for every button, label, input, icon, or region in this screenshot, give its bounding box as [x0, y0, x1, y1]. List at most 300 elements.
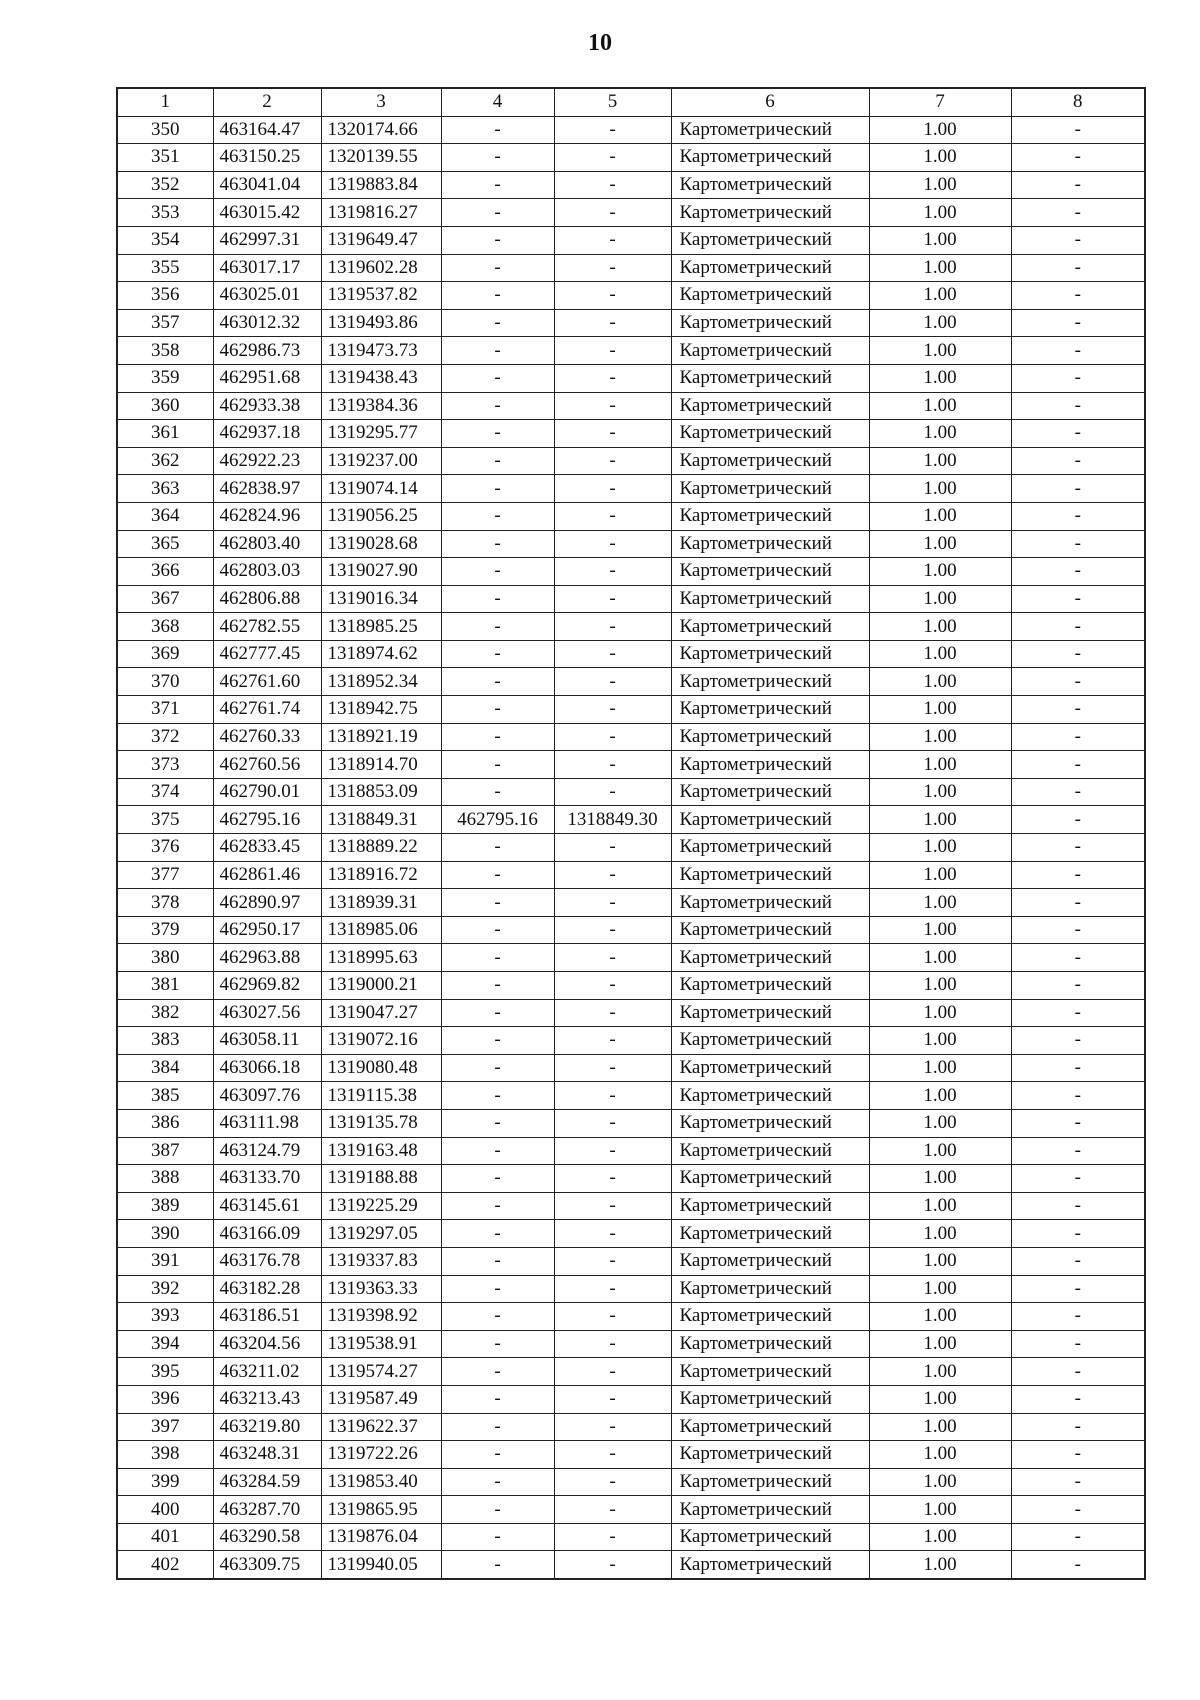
method-cell: Картометрический	[671, 1220, 869, 1248]
method-cell: Картометрический	[671, 1027, 869, 1055]
point-number-cell: 382	[117, 999, 213, 1027]
point-number-cell: 386	[117, 1109, 213, 1137]
method-cell: Картометрический	[671, 309, 869, 337]
point-number-cell: 400	[117, 1496, 213, 1524]
table-row	[117, 1330, 1145, 1358]
note-cell: -	[1011, 1054, 1145, 1082]
note-cell: -	[1011, 1192, 1145, 1220]
table-row	[117, 420, 1145, 448]
method-cell: Картометрический	[671, 1496, 869, 1524]
x-coordinate-cell: 463164.47	[213, 116, 321, 144]
y-alt-coordinate-cell: -	[554, 530, 671, 558]
method-cell: Картометрический	[671, 1523, 869, 1551]
x-coordinate-cell: 462937.18	[213, 420, 321, 448]
method-cell: Картометрический	[671, 861, 869, 889]
y-alt-coordinate-cell: -	[554, 834, 671, 862]
note-cell: -	[1011, 778, 1145, 806]
method-cell: Картометрический	[671, 1247, 869, 1275]
method-cell: Картометрический	[671, 1109, 869, 1137]
accuracy-cell: 1.00	[869, 254, 1011, 282]
note-cell: -	[1011, 447, 1145, 475]
table-row	[117, 199, 1145, 227]
note-cell: -	[1011, 282, 1145, 310]
y-coordinate-cell: 1318939.31	[321, 889, 441, 917]
note-cell: -	[1011, 1220, 1145, 1248]
y-coordinate-cell: 1318853.09	[321, 778, 441, 806]
y-alt-coordinate-cell: -	[554, 1523, 671, 1551]
point-number-cell: 358	[117, 337, 213, 365]
point-number-cell: 367	[117, 585, 213, 613]
method-cell: Картометрический	[671, 171, 869, 199]
method-cell: Картометрический	[671, 364, 869, 392]
y-alt-coordinate-cell: -	[554, 1137, 671, 1165]
x-alt-coordinate-cell: -	[441, 364, 554, 392]
note-cell: -	[1011, 916, 1145, 944]
accuracy-cell: 1.00	[869, 364, 1011, 392]
table-row	[117, 640, 1145, 668]
point-number-cell: 398	[117, 1441, 213, 1469]
y-coordinate-cell: 1318942.75	[321, 696, 441, 724]
point-number-cell: 380	[117, 944, 213, 972]
y-coordinate-cell: 1319363.33	[321, 1275, 441, 1303]
y-coordinate-cell: 1319574.27	[321, 1358, 441, 1386]
y-coordinate-cell: 1319493.86	[321, 309, 441, 337]
accuracy-cell: 1.00	[869, 916, 1011, 944]
table-header-row	[117, 88, 1145, 116]
x-alt-coordinate-cell: -	[441, 530, 554, 558]
x-coordinate-cell: 463166.09	[213, 1220, 321, 1248]
table-row	[117, 364, 1145, 392]
method-cell: Картометрический	[671, 282, 869, 310]
point-number-cell: 383	[117, 1027, 213, 1055]
method-cell: Картометрический	[671, 199, 869, 227]
accuracy-cell: 1.00	[869, 1551, 1011, 1579]
method-cell: Картометрический	[671, 1137, 869, 1165]
x-alt-coordinate-cell: -	[441, 1082, 554, 1110]
point-number-cell: 351	[117, 144, 213, 172]
y-alt-coordinate-cell: -	[554, 1054, 671, 1082]
y-coordinate-cell: 1318985.25	[321, 613, 441, 641]
y-alt-coordinate-cell: -	[554, 1109, 671, 1137]
accuracy-cell: 1.00	[869, 778, 1011, 806]
accuracy-cell: 1.00	[869, 1275, 1011, 1303]
y-alt-coordinate-cell: -	[554, 420, 671, 448]
table-body	[117, 116, 1145, 1579]
point-number-cell: 368	[117, 613, 213, 641]
accuracy-cell: 1.00	[869, 640, 1011, 668]
table-row	[117, 668, 1145, 696]
x-alt-coordinate-cell: -	[441, 1027, 554, 1055]
accuracy-cell: 1.00	[869, 1027, 1011, 1055]
table-row	[117, 751, 1145, 779]
y-alt-coordinate-cell: -	[554, 1027, 671, 1055]
x-alt-coordinate-cell: -	[441, 1220, 554, 1248]
y-coordinate-cell: 1318974.62	[321, 640, 441, 668]
y-coordinate-cell: 1319000.21	[321, 972, 441, 1000]
x-alt-coordinate-cell: -	[441, 889, 554, 917]
point-number-cell: 365	[117, 530, 213, 558]
accuracy-cell: 1.00	[869, 1303, 1011, 1331]
point-number-cell: 394	[117, 1330, 213, 1358]
note-cell: -	[1011, 1330, 1145, 1358]
x-alt-coordinate-cell: -	[441, 1303, 554, 1331]
note-cell: -	[1011, 668, 1145, 696]
table-row	[117, 1082, 1145, 1110]
column-header: 1	[117, 88, 213, 116]
y-coordinate-cell: 1319074.14	[321, 475, 441, 503]
method-cell: Картометрический	[671, 1303, 869, 1331]
method-cell: Картометрический	[671, 1330, 869, 1358]
table-row	[117, 254, 1145, 282]
point-number-cell: 354	[117, 226, 213, 254]
accuracy-cell: 1.00	[869, 999, 1011, 1027]
method-cell: Картометрический	[671, 640, 869, 668]
accuracy-cell: 1.00	[869, 696, 1011, 724]
accuracy-cell: 1.00	[869, 834, 1011, 862]
method-cell: Картометрический	[671, 1441, 869, 1469]
column-header: 6	[671, 88, 869, 116]
accuracy-cell: 1.00	[869, 972, 1011, 1000]
table-row	[117, 1165, 1145, 1193]
note-cell: -	[1011, 1523, 1145, 1551]
accuracy-cell: 1.00	[869, 116, 1011, 144]
y-alt-coordinate-cell: -	[554, 668, 671, 696]
x-alt-coordinate-cell: -	[441, 778, 554, 806]
table-row	[117, 1468, 1145, 1496]
y-alt-coordinate-cell: -	[554, 640, 671, 668]
point-number-cell: 353	[117, 199, 213, 227]
y-coordinate-cell: 1319188.88	[321, 1165, 441, 1193]
point-number-cell: 392	[117, 1275, 213, 1303]
y-coordinate-cell: 1319537.82	[321, 282, 441, 310]
method-cell: Картометрический	[671, 1385, 869, 1413]
x-coordinate-cell: 463025.01	[213, 282, 321, 310]
y-coordinate-cell: 1319295.77	[321, 420, 441, 448]
y-alt-coordinate-cell: -	[554, 199, 671, 227]
y-coordinate-cell: 1319602.28	[321, 254, 441, 282]
x-coordinate-cell: 463204.56	[213, 1330, 321, 1358]
method-cell: Картометрический	[671, 144, 869, 172]
x-coordinate-cell: 462803.40	[213, 530, 321, 558]
x-coordinate-cell: 463015.42	[213, 199, 321, 227]
note-cell: -	[1011, 999, 1145, 1027]
x-coordinate-cell: 462806.88	[213, 585, 321, 613]
note-cell: -	[1011, 944, 1145, 972]
point-number-cell: 385	[117, 1082, 213, 1110]
table-row	[117, 392, 1145, 420]
accuracy-cell: 1.00	[869, 1441, 1011, 1469]
accuracy-cell: 1.00	[869, 1413, 1011, 1441]
table-row	[117, 1523, 1145, 1551]
note-cell: -	[1011, 1137, 1145, 1165]
note-cell: -	[1011, 337, 1145, 365]
point-number-cell: 377	[117, 861, 213, 889]
note-cell: -	[1011, 226, 1145, 254]
point-number-cell: 376	[117, 834, 213, 862]
table-row	[117, 1027, 1145, 1055]
x-alt-coordinate-cell: -	[441, 392, 554, 420]
y-alt-coordinate-cell: -	[554, 723, 671, 751]
table-row	[117, 916, 1145, 944]
method-cell: Картометрический	[671, 254, 869, 282]
y-coordinate-cell: 1318952.34	[321, 668, 441, 696]
x-alt-coordinate-cell: -	[441, 337, 554, 365]
accuracy-cell: 1.00	[869, 1082, 1011, 1110]
y-coordinate-cell: 1320174.66	[321, 116, 441, 144]
x-coordinate-cell: 462933.38	[213, 392, 321, 420]
y-coordinate-cell: 1318921.19	[321, 723, 441, 751]
y-alt-coordinate-cell: -	[554, 1358, 671, 1386]
y-coordinate-cell: 1319072.16	[321, 1027, 441, 1055]
table-row	[117, 1220, 1145, 1248]
y-alt-coordinate-cell: -	[554, 861, 671, 889]
note-cell: -	[1011, 640, 1145, 668]
accuracy-cell: 1.00	[869, 1192, 1011, 1220]
x-coordinate-cell: 462761.74	[213, 696, 321, 724]
method-cell: Картометрический	[671, 447, 869, 475]
y-coordinate-cell: 1319940.05	[321, 1551, 441, 1579]
point-number-cell: 388	[117, 1165, 213, 1193]
column-header: 8	[1011, 88, 1145, 116]
method-cell: Картометрический	[671, 972, 869, 1000]
y-alt-coordinate-cell: -	[554, 116, 671, 144]
method-cell: Картометрический	[671, 999, 869, 1027]
accuracy-cell: 1.00	[869, 144, 1011, 172]
table-row	[117, 778, 1145, 806]
method-cell: Картометрический	[671, 1054, 869, 1082]
x-alt-coordinate-cell: -	[441, 199, 554, 227]
note-cell: -	[1011, 1109, 1145, 1137]
x-alt-coordinate-cell: -	[441, 613, 554, 641]
x-alt-coordinate-cell: -	[441, 1247, 554, 1275]
accuracy-cell: 1.00	[869, 530, 1011, 558]
table-row	[117, 309, 1145, 337]
y-coordinate-cell: 1319865.95	[321, 1496, 441, 1524]
x-alt-coordinate-cell: -	[441, 999, 554, 1027]
x-coordinate-cell: 462761.60	[213, 668, 321, 696]
table-row	[117, 1385, 1145, 1413]
accuracy-cell: 1.00	[869, 613, 1011, 641]
point-number-cell: 360	[117, 392, 213, 420]
note-cell: -	[1011, 723, 1145, 751]
y-coordinate-cell: 1319297.05	[321, 1220, 441, 1248]
accuracy-cell: 1.00	[869, 558, 1011, 586]
x-coordinate-cell: 462951.68	[213, 364, 321, 392]
point-number-cell: 395	[117, 1358, 213, 1386]
x-alt-coordinate-cell: -	[441, 944, 554, 972]
y-alt-coordinate-cell: -	[554, 1082, 671, 1110]
x-alt-coordinate-cell: -	[441, 1468, 554, 1496]
x-coordinate-cell: 462760.33	[213, 723, 321, 751]
x-coordinate-cell: 463027.56	[213, 999, 321, 1027]
accuracy-cell: 1.00	[869, 282, 1011, 310]
accuracy-cell: 1.00	[869, 1247, 1011, 1275]
x-alt-coordinate-cell: -	[441, 1496, 554, 1524]
y-coordinate-cell: 1319816.27	[321, 199, 441, 227]
accuracy-cell: 1.00	[869, 392, 1011, 420]
x-coordinate-cell: 462950.17	[213, 916, 321, 944]
y-alt-coordinate-cell: -	[554, 1303, 671, 1331]
note-cell: -	[1011, 502, 1145, 530]
x-alt-coordinate-cell: -	[441, 309, 554, 337]
method-cell: Картометрический	[671, 889, 869, 917]
y-alt-coordinate-cell: -	[554, 1385, 671, 1413]
y-coordinate-cell: 1319883.84	[321, 171, 441, 199]
x-coordinate-cell: 463058.11	[213, 1027, 321, 1055]
method-cell: Картометрический	[671, 944, 869, 972]
note-cell: -	[1011, 171, 1145, 199]
method-cell: Картометрический	[671, 834, 869, 862]
y-coordinate-cell: 1319027.90	[321, 558, 441, 586]
y-coordinate-cell: 1319163.48	[321, 1137, 441, 1165]
x-alt-coordinate-cell: -	[441, 1054, 554, 1082]
note-cell: -	[1011, 1027, 1145, 1055]
note-cell: -	[1011, 530, 1145, 558]
table-row	[117, 1275, 1145, 1303]
accuracy-cell: 1.00	[869, 447, 1011, 475]
y-coordinate-cell: 1319398.92	[321, 1303, 441, 1331]
column-header: 4	[441, 88, 554, 116]
y-coordinate-cell: 1319047.27	[321, 999, 441, 1027]
method-cell: Картометрический	[671, 1551, 869, 1579]
note-cell: -	[1011, 116, 1145, 144]
note-cell: -	[1011, 558, 1145, 586]
x-coordinate-cell: 463182.28	[213, 1275, 321, 1303]
page-number: 10	[588, 30, 612, 56]
x-coordinate-cell: 462838.97	[213, 475, 321, 503]
x-alt-coordinate-cell: -	[441, 972, 554, 1000]
accuracy-cell: 1.00	[869, 889, 1011, 917]
y-coordinate-cell: 1318889.22	[321, 834, 441, 862]
y-coordinate-cell: 1319622.37	[321, 1413, 441, 1441]
x-alt-coordinate-cell: -	[441, 1275, 554, 1303]
y-alt-coordinate-cell: -	[554, 364, 671, 392]
table-row	[117, 1441, 1145, 1469]
method-cell: Картометрический	[671, 806, 869, 834]
note-cell: -	[1011, 806, 1145, 834]
note-cell: -	[1011, 1275, 1145, 1303]
y-coordinate-cell: 1318914.70	[321, 751, 441, 779]
table-row	[117, 530, 1145, 558]
x-alt-coordinate-cell: -	[441, 1137, 554, 1165]
point-number-cell: 399	[117, 1468, 213, 1496]
method-cell: Картометрический	[671, 613, 869, 641]
x-alt-coordinate-cell: -	[441, 1413, 554, 1441]
x-coordinate-cell: 462969.82	[213, 972, 321, 1000]
note-cell: -	[1011, 1303, 1145, 1331]
method-cell: Картометрический	[671, 1275, 869, 1303]
accuracy-cell: 1.00	[869, 1468, 1011, 1496]
note-cell: -	[1011, 889, 1145, 917]
note-cell: -	[1011, 392, 1145, 420]
note-cell: -	[1011, 613, 1145, 641]
y-alt-coordinate-cell: -	[554, 1165, 671, 1193]
x-coordinate-cell: 462803.03	[213, 558, 321, 586]
note-cell: -	[1011, 1358, 1145, 1386]
coordinates-table	[116, 87, 1146, 1580]
y-coordinate-cell: 1319438.43	[321, 364, 441, 392]
table-row	[117, 999, 1145, 1027]
method-cell: Картометрический	[671, 1082, 869, 1110]
accuracy-cell: 1.00	[869, 668, 1011, 696]
table-row	[117, 1192, 1145, 1220]
x-coordinate-cell: 463041.04	[213, 171, 321, 199]
y-alt-coordinate-cell: -	[554, 1192, 671, 1220]
note-cell: -	[1011, 475, 1145, 503]
note-cell: -	[1011, 834, 1145, 862]
y-alt-coordinate-cell: -	[554, 1220, 671, 1248]
method-cell: Картометрический	[671, 1358, 869, 1386]
table-row	[117, 1137, 1145, 1165]
point-number-cell: 359	[117, 364, 213, 392]
table-row	[117, 1303, 1145, 1331]
y-alt-coordinate-cell: -	[554, 1247, 671, 1275]
y-alt-coordinate-cell: -	[554, 254, 671, 282]
method-cell: Картометрический	[671, 778, 869, 806]
point-number-cell: 363	[117, 475, 213, 503]
x-coordinate-cell: 463287.70	[213, 1496, 321, 1524]
x-alt-coordinate-cell: -	[441, 282, 554, 310]
x-coordinate-cell: 462997.31	[213, 226, 321, 254]
x-coordinate-cell: 462986.73	[213, 337, 321, 365]
note-cell: -	[1011, 585, 1145, 613]
x-coordinate-cell: 462782.55	[213, 613, 321, 641]
accuracy-cell: 1.00	[869, 502, 1011, 530]
x-alt-coordinate-cell: -	[441, 1441, 554, 1469]
y-alt-coordinate-cell: -	[554, 1496, 671, 1524]
table-row	[117, 1358, 1145, 1386]
accuracy-cell: 1.00	[869, 1385, 1011, 1413]
note-cell: -	[1011, 199, 1145, 227]
x-coordinate-cell: 463211.02	[213, 1358, 321, 1386]
table-row	[117, 834, 1145, 862]
table-row	[117, 585, 1145, 613]
x-alt-coordinate-cell: -	[441, 116, 554, 144]
x-alt-coordinate-cell: -	[441, 751, 554, 779]
table-row	[117, 613, 1145, 641]
x-alt-coordinate-cell: -	[441, 916, 554, 944]
x-alt-coordinate-cell: -	[441, 447, 554, 475]
method-cell: Картометрический	[671, 420, 869, 448]
accuracy-cell: 1.00	[869, 1496, 1011, 1524]
y-alt-coordinate-cell: -	[554, 558, 671, 586]
method-cell: Картометрический	[671, 558, 869, 586]
note-cell: -	[1011, 1082, 1145, 1110]
note-cell: -	[1011, 1441, 1145, 1469]
x-coordinate-cell: 463133.70	[213, 1165, 321, 1193]
column-header: 7	[869, 88, 1011, 116]
y-alt-coordinate-cell: -	[554, 337, 671, 365]
y-alt-coordinate-cell: -	[554, 613, 671, 641]
y-alt-coordinate-cell: -	[554, 447, 671, 475]
y-alt-coordinate-cell: -	[554, 1468, 671, 1496]
point-number-cell: 390	[117, 1220, 213, 1248]
point-number-cell: 370	[117, 668, 213, 696]
table-row	[117, 1109, 1145, 1137]
note-cell: -	[1011, 309, 1145, 337]
table-row	[117, 861, 1145, 889]
accuracy-cell: 1.00	[869, 1137, 1011, 1165]
method-cell: Картометрический	[671, 530, 869, 558]
point-number-cell: 372	[117, 723, 213, 751]
point-number-cell: 352	[117, 171, 213, 199]
y-coordinate-cell: 1319225.29	[321, 1192, 441, 1220]
x-coordinate-cell: 463248.31	[213, 1441, 321, 1469]
table-row	[117, 972, 1145, 1000]
table-row	[117, 226, 1145, 254]
note-cell: -	[1011, 861, 1145, 889]
point-number-cell: 391	[117, 1247, 213, 1275]
